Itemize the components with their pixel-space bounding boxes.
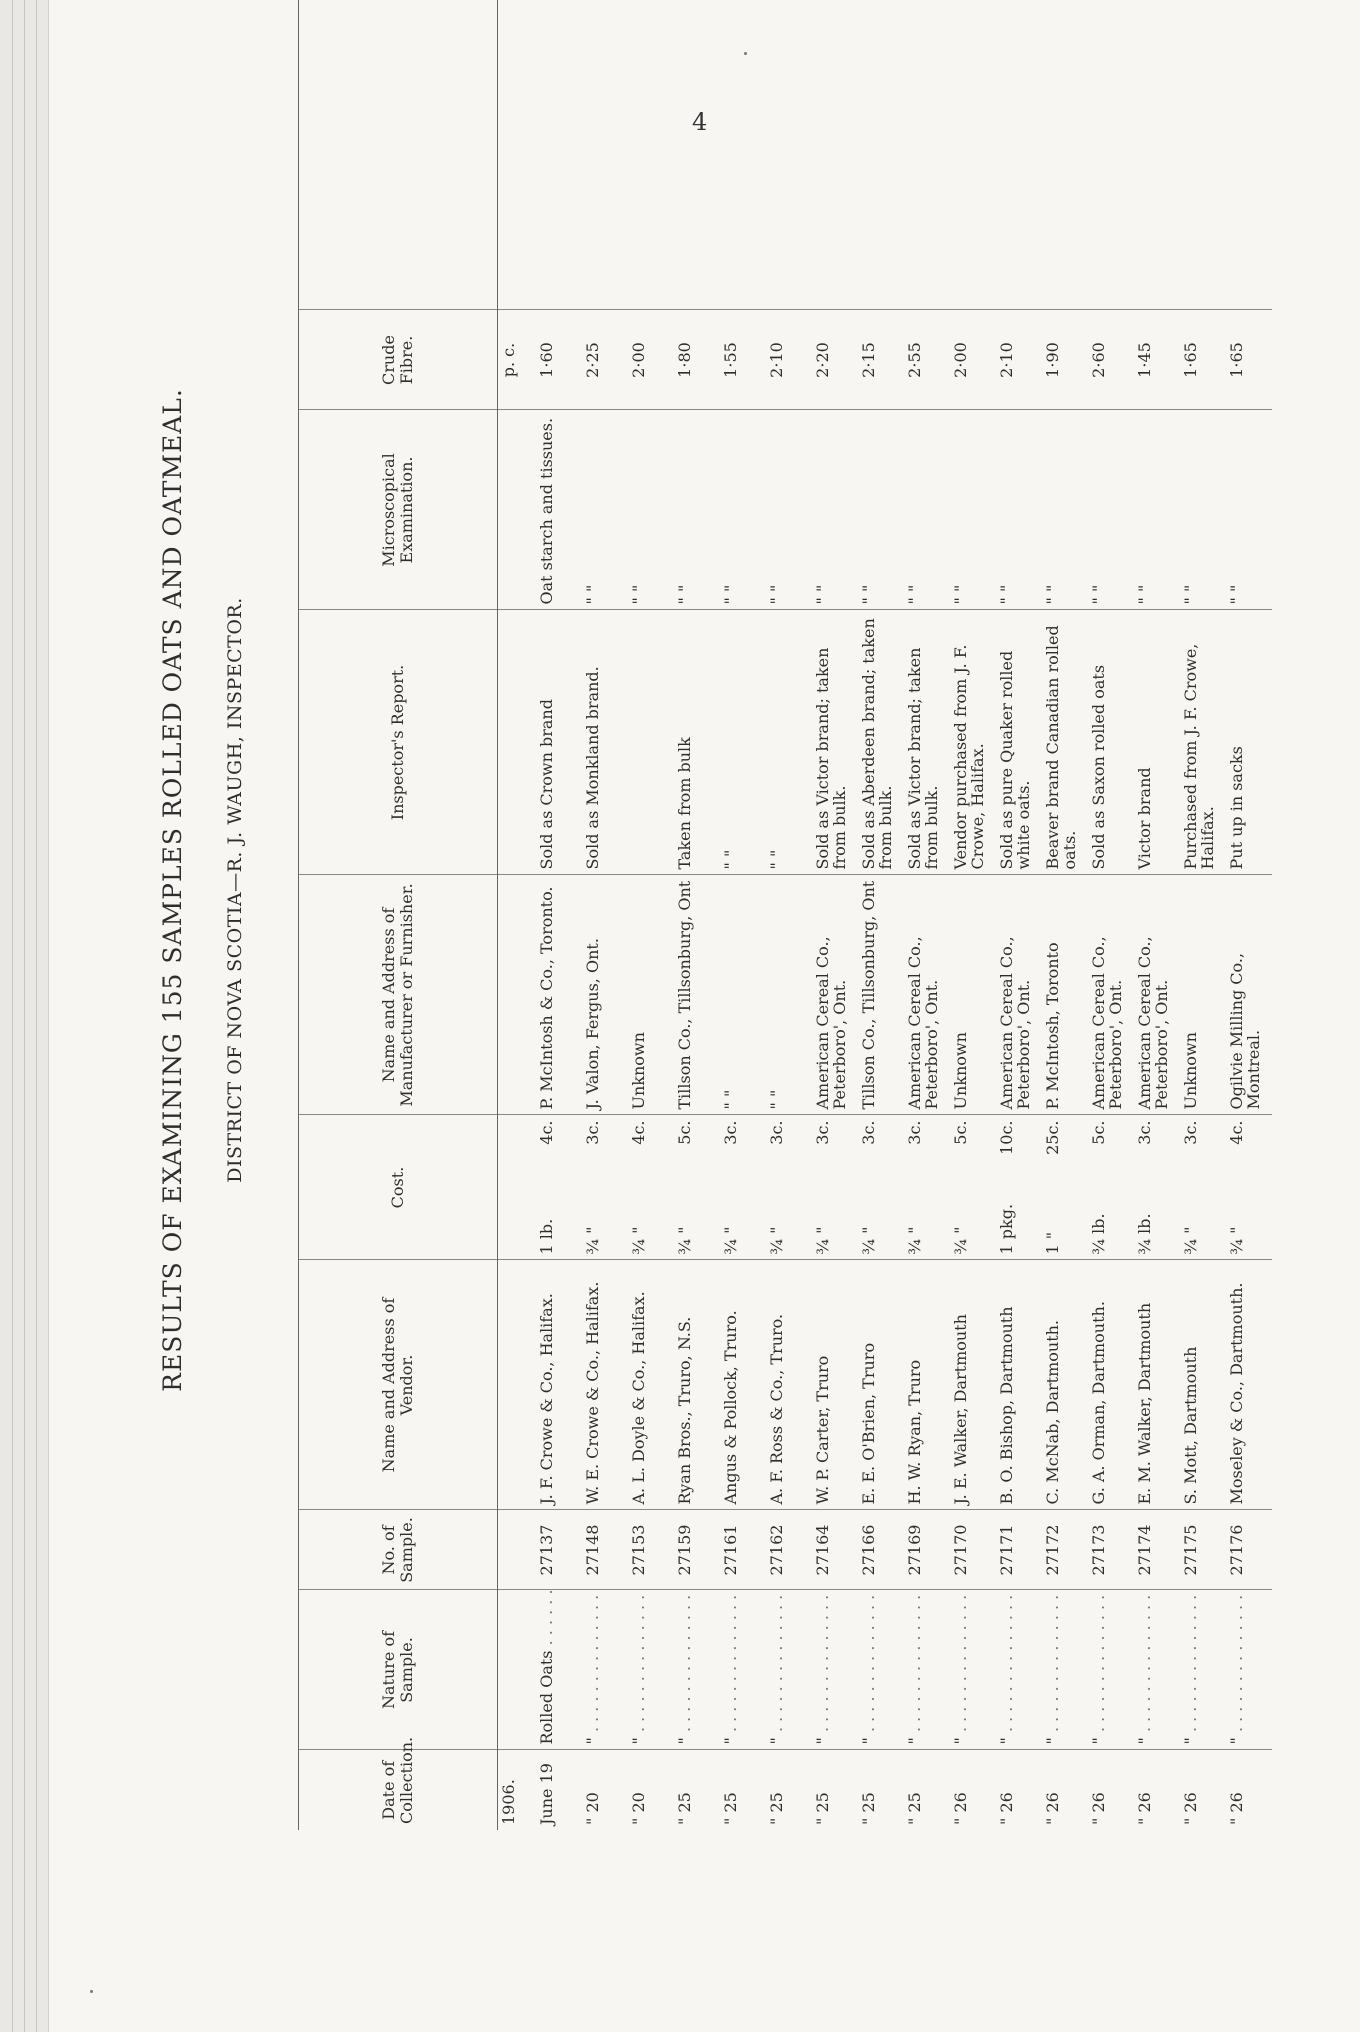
cell-microscopical: Oat starch and tissues. bbox=[536, 410, 582, 610]
cell-report bbox=[628, 610, 674, 875]
table-row bbox=[720, 0, 766, 1830]
cell-blank bbox=[674, 0, 720, 310]
header-nature: Nature of Sample. bbox=[299, 1590, 498, 1750]
cost-quantity: ¾ lb. bbox=[1135, 1213, 1154, 1255]
header-no: No. of Sample. bbox=[299, 1510, 498, 1590]
cell-nature: " . . . bbox=[628, 1590, 674, 1750]
cost-price: 4c. bbox=[537, 1120, 556, 1145]
cell-manufacturer: Unknown bbox=[1180, 875, 1226, 1115]
cell-sample-no: 27171 bbox=[996, 1510, 1042, 1590]
cell-microscopical: " " bbox=[1134, 410, 1180, 610]
cell-cost bbox=[1180, 1115, 1226, 1260]
cell-blank bbox=[1134, 0, 1180, 310]
cell-nature: " . . . bbox=[950, 1590, 996, 1750]
cost-quantity: ¾ " bbox=[767, 1226, 786, 1255]
cell-nature: " . . . bbox=[812, 1590, 858, 1750]
cell-date: " 25 bbox=[721, 1792, 740, 1825]
cell-report: Purchased from J. F. Crowe, Halifax. bbox=[1180, 610, 1226, 875]
cell-nature: " . . . bbox=[1226, 1590, 1272, 1750]
cell-report: Sold as Crown brand bbox=[536, 610, 582, 875]
cell-cost bbox=[1042, 1115, 1088, 1260]
cell-blank bbox=[1088, 0, 1134, 310]
cell-microscopical: " " bbox=[1088, 410, 1134, 610]
cell-sample-no: 27164 bbox=[812, 1510, 858, 1590]
cell-crude-fibre: 2·60 bbox=[1088, 310, 1134, 410]
cell-manufacturer: Unknown bbox=[628, 875, 674, 1115]
cell-manufacturer: Tillson Co., Tillsonburg, Ont bbox=[674, 875, 720, 1115]
cell-blank bbox=[1042, 0, 1088, 310]
cell-manufacturer: American Cereal Co., Peterboro', Ont. bbox=[1134, 875, 1180, 1115]
table-row bbox=[674, 0, 720, 1830]
cell-crude-fibre: 2·25 bbox=[582, 310, 628, 410]
cell-report: Sold as Saxon rolled oats bbox=[1088, 610, 1134, 875]
results-table bbox=[298, 0, 1272, 1830]
cost-quantity: ¾ " bbox=[1227, 1226, 1246, 1255]
cell-date: " 26 bbox=[997, 1792, 1016, 1825]
cell-date: " 26 bbox=[1181, 1792, 1200, 1825]
cell-microscopical: " " bbox=[1226, 410, 1272, 610]
cell-sample-no: 27173 bbox=[1088, 1510, 1134, 1590]
cell-sample-no: 27162 bbox=[766, 1510, 812, 1590]
cell-manufacturer: Unknown bbox=[950, 875, 996, 1115]
cell-vendor: E. E. O'Brien, Truro bbox=[858, 1260, 904, 1510]
cost-price: 4c. bbox=[629, 1120, 648, 1145]
table-row bbox=[536, 0, 582, 1830]
cell-microscopical: " " bbox=[996, 410, 1042, 610]
cell-report: Taken from bulk bbox=[674, 610, 720, 875]
cell-nature: " . . . bbox=[858, 1590, 904, 1750]
cell-nature: " . . . bbox=[904, 1590, 950, 1750]
cell-sample-no: 27175 bbox=[1180, 1510, 1226, 1590]
cell-nature: " . . . bbox=[766, 1590, 812, 1750]
cell-manufacturer: American Cereal Co., Peterboro', Ont. bbox=[996, 875, 1042, 1115]
cell-crude-fibre: 2·10 bbox=[996, 310, 1042, 410]
cost-quantity: ¾ lb. bbox=[1089, 1213, 1108, 1255]
cell-report: Sold as Monkland brand. bbox=[582, 610, 628, 875]
cost-quantity: ¾ " bbox=[583, 1226, 602, 1255]
cell-vendor: J. E. Walker, Dartmouth bbox=[950, 1260, 996, 1510]
cell-date: " 26 bbox=[1089, 1792, 1108, 1825]
cell-vendor: A. F. Ross & Co., Truro. bbox=[766, 1260, 812, 1510]
cell-cost bbox=[582, 1115, 628, 1260]
cell-crude-fibre: 1·65 bbox=[1226, 310, 1272, 410]
cell-report: Put up in sacks bbox=[1226, 610, 1272, 875]
cost-price: 4c. bbox=[1227, 1120, 1246, 1145]
cell-cost bbox=[766, 1115, 812, 1260]
cost-price: 25c. bbox=[1043, 1120, 1062, 1155]
cost-quantity: ¾ " bbox=[721, 1226, 740, 1255]
cell-cost bbox=[904, 1115, 950, 1260]
cell-manufacturer: American Cereal Co., Peterboro', Ont. bbox=[1088, 875, 1134, 1115]
cell-crude-fibre: 2·00 bbox=[628, 310, 674, 410]
cell-nature: " . . . bbox=[720, 1590, 766, 1750]
cost-price: 10c. bbox=[997, 1120, 1016, 1155]
cost-quantity: ¾ " bbox=[951, 1226, 970, 1255]
cell-vendor: B. O. Bishop, Dartmouth bbox=[996, 1260, 1042, 1510]
cell-date: " 25 bbox=[767, 1792, 786, 1825]
table-row bbox=[1042, 0, 1088, 1830]
cell-sample-no: 27172 bbox=[1042, 1510, 1088, 1590]
header-date: Date of Collection. bbox=[299, 1750, 498, 1830]
cell-blank bbox=[536, 0, 582, 310]
cell-manufacturer: P. McIntosh, Toronto bbox=[1042, 875, 1088, 1115]
cell-date: " 26 bbox=[1043, 1792, 1062, 1825]
cost-quantity: 1 " bbox=[1043, 1231, 1062, 1255]
cell-nature: " . . . bbox=[1042, 1590, 1088, 1750]
cell-microscopical: " " bbox=[582, 410, 628, 610]
table-row bbox=[858, 0, 904, 1830]
cell-blank bbox=[628, 0, 674, 310]
fibre-unit-cell: p. c. bbox=[498, 310, 537, 410]
cell-vendor: W. E. Crowe & Co., Halifax. bbox=[582, 1260, 628, 1510]
cell-vendor: Angus & Pollock, Truro. bbox=[720, 1260, 766, 1510]
cell-sample-no: 27176 bbox=[1226, 1510, 1272, 1590]
header-blank bbox=[299, 0, 498, 310]
header-manufacturer: Name and Address of Manufacturer or Furnisher. bbox=[299, 875, 498, 1115]
cell-date: " 26 bbox=[1135, 1792, 1154, 1825]
binding-edge bbox=[0, 0, 49, 2032]
header-row bbox=[299, 0, 498, 1830]
cell-date: June 19 bbox=[537, 1763, 556, 1825]
cell-microscopical: " " bbox=[766, 410, 812, 610]
cell-blank bbox=[1180, 0, 1226, 310]
cost-quantity: ¾ " bbox=[905, 1226, 924, 1255]
table-row bbox=[1226, 0, 1272, 1830]
cell-report: Beaver brand Canadian rolled oats. bbox=[1042, 610, 1088, 875]
cell-manufacturer: P. McIntosh & Co., Toronto. bbox=[536, 875, 582, 1115]
cost-price: 3c. bbox=[583, 1120, 602, 1145]
cell-vendor: C. McNab, Dartmouth. bbox=[1042, 1260, 1088, 1510]
cell-cost bbox=[536, 1115, 582, 1260]
cell-sample-no: 27153 bbox=[628, 1510, 674, 1590]
table-row bbox=[996, 0, 1042, 1830]
cell-sample-no: 27174 bbox=[1134, 1510, 1180, 1590]
cell-report: Sold as pure Quaker rolled white oats. bbox=[996, 610, 1042, 875]
cell-cost bbox=[720, 1115, 766, 1260]
cell-vendor: E. M. Walker, Dartmouth bbox=[1134, 1260, 1180, 1510]
cell-crude-fibre: 1·60 bbox=[536, 310, 582, 410]
cell-crude-fibre: 1·90 bbox=[1042, 310, 1088, 410]
cell-vendor: Moseley & Co., Dartmouth. bbox=[1226, 1260, 1272, 1510]
cost-quantity: ¾ " bbox=[813, 1226, 832, 1255]
cost-price: 3c. bbox=[1181, 1120, 1200, 1145]
cost-quantity: ¾ " bbox=[629, 1226, 648, 1255]
cell-sample-no: 27159 bbox=[674, 1510, 720, 1590]
cell-crude-fibre: 1·65 bbox=[1180, 310, 1226, 410]
cost-quantity: ¾ " bbox=[1181, 1226, 1200, 1255]
cost-price: 3c. bbox=[767, 1120, 786, 1145]
cell-date: " 20 bbox=[583, 1792, 602, 1825]
header-microscopical: Microscopical Examination. bbox=[299, 410, 498, 610]
cell-blank bbox=[950, 0, 996, 310]
cell-blank bbox=[766, 0, 812, 310]
table-row bbox=[766, 0, 812, 1830]
cell-sample-no: 27166 bbox=[858, 1510, 904, 1590]
cell-date: " 25 bbox=[905, 1792, 924, 1825]
cell-report: Victor brand bbox=[1134, 610, 1180, 875]
cell-blank bbox=[582, 0, 628, 310]
cell-report: Vendor purchased from J. F. Crowe, Halifax. bbox=[950, 610, 996, 875]
cell-date: " 26 bbox=[951, 1792, 970, 1825]
cell-manufacturer: Tillson Co., Tillsonburg, Ont bbox=[858, 875, 904, 1115]
cell-report: " " bbox=[720, 610, 766, 875]
cost-price: 3c. bbox=[721, 1120, 740, 1145]
cell-date: " 25 bbox=[675, 1792, 694, 1825]
table-row bbox=[950, 0, 996, 1830]
results-table-area bbox=[298, 0, 1272, 1830]
cell-manufacturer: " " bbox=[766, 875, 812, 1115]
cell-sample-no: 27137 bbox=[536, 1510, 582, 1590]
cell-crude-fibre: 1·80 bbox=[674, 310, 720, 410]
cell-manufacturer: J. Valon, Fergus, Ont. bbox=[582, 875, 628, 1115]
cell-date: " 25 bbox=[813, 1792, 832, 1825]
cost-price: 3c. bbox=[1135, 1120, 1154, 1145]
cell-blank bbox=[812, 0, 858, 310]
cell-blank bbox=[720, 0, 766, 310]
cell-microscopical: " " bbox=[950, 410, 996, 610]
cell-nature: Rolled Oats . . . bbox=[536, 1590, 582, 1750]
cell-microscopical: " " bbox=[1042, 410, 1088, 610]
cell-microscopical: " " bbox=[674, 410, 720, 610]
cell-microscopical: " " bbox=[720, 410, 766, 610]
cell-nature: " . . . bbox=[1088, 1590, 1134, 1750]
cost-price: 5c. bbox=[951, 1120, 970, 1145]
cell-blank bbox=[904, 0, 950, 310]
cost-price: 5c. bbox=[1089, 1120, 1108, 1145]
cell-microscopical: " " bbox=[904, 410, 950, 610]
cell-crude-fibre: 2·10 bbox=[766, 310, 812, 410]
cell-nature: " . . . bbox=[1134, 1590, 1180, 1750]
cell-vendor: W. P. Carter, Truro bbox=[812, 1260, 858, 1510]
header-cost: Cost. bbox=[299, 1115, 498, 1260]
cell-vendor: A. L. Doyle & Co., Halifax. bbox=[628, 1260, 674, 1510]
cell-crude-fibre: 2·00 bbox=[950, 310, 996, 410]
cell-crude-fibre: 2·55 bbox=[904, 310, 950, 410]
cell-crude-fibre: 1·55 bbox=[720, 310, 766, 410]
cell-crude-fibre: 2·20 bbox=[812, 310, 858, 410]
cell-cost bbox=[812, 1115, 858, 1260]
cost-quantity: 1 lb. bbox=[537, 1218, 556, 1255]
cell-sample-no: 27161 bbox=[720, 1510, 766, 1590]
cell-sample-no: 27169 bbox=[904, 1510, 950, 1590]
cell-cost bbox=[996, 1115, 1042, 1260]
year-row bbox=[498, 0, 537, 1830]
cost-quantity: 1 pkg. bbox=[997, 1203, 1016, 1255]
table-row bbox=[1180, 0, 1226, 1830]
cell-vendor: Ryan Bros., Truro, N.S. bbox=[674, 1260, 720, 1510]
cell-microscopical: " " bbox=[628, 410, 674, 610]
table-body bbox=[498, 0, 1273, 1830]
cell-sample-no: 27148 bbox=[582, 1510, 628, 1590]
table-row bbox=[904, 0, 950, 1830]
cell-report: Sold as Victor brand; taken from bulk. bbox=[904, 610, 950, 875]
cell-date: " 20 bbox=[629, 1792, 648, 1825]
cell-date: " 25 bbox=[859, 1792, 878, 1825]
cell-nature: " . . . bbox=[582, 1590, 628, 1750]
table-row bbox=[1134, 0, 1180, 1830]
cost-quantity: ¾ " bbox=[859, 1226, 878, 1255]
cell-nature: " . . . bbox=[1180, 1590, 1226, 1750]
cell-cost bbox=[1226, 1115, 1272, 1260]
cell-crude-fibre: 1·45 bbox=[1134, 310, 1180, 410]
cell-sample-no: 27170 bbox=[950, 1510, 996, 1590]
cell-manufacturer: Ogilvie Milling Co., Montreal. bbox=[1226, 875, 1272, 1115]
table-row bbox=[812, 0, 858, 1830]
rotated-table-page bbox=[158, 0, 1278, 1830]
cost-price: 3c. bbox=[905, 1120, 924, 1145]
cell-vendor: J. F. Crowe & Co., Halifax. bbox=[536, 1260, 582, 1510]
cell-nature: " . . . bbox=[996, 1590, 1042, 1750]
table-row bbox=[628, 0, 674, 1830]
cost-price: 5c. bbox=[675, 1120, 694, 1145]
cell-cost bbox=[950, 1115, 996, 1260]
cell-cost bbox=[674, 1115, 720, 1260]
cell-blank bbox=[858, 0, 904, 310]
cell-report: Sold as Victor brand; taken from bulk. bbox=[812, 610, 858, 875]
table-row bbox=[582, 0, 628, 1830]
speck bbox=[90, 1990, 93, 1993]
cell-manufacturer: American Cereal Co., Peterboro', Ont. bbox=[812, 875, 858, 1115]
cell-blank bbox=[996, 0, 1042, 310]
cell-vendor: S. Mott, Dartmouth bbox=[1180, 1260, 1226, 1510]
cell-cost bbox=[1088, 1115, 1134, 1260]
cost-quantity: ¾ " bbox=[675, 1226, 694, 1255]
cell-microscopical: " " bbox=[858, 410, 904, 610]
cell-cost bbox=[858, 1115, 904, 1260]
year-cell: 1906. bbox=[499, 1779, 518, 1825]
cell-report: Sold as Aberdeen brand; taken from bulk. bbox=[858, 610, 904, 875]
cell-manufacturer: American Cereal Co., Peterboro', Ont. bbox=[904, 875, 950, 1115]
cell-vendor: H. W. Ryan, Truro bbox=[904, 1260, 950, 1510]
header-vendor: Name and Address of Vendor. bbox=[299, 1260, 498, 1510]
cell-report: " " bbox=[766, 610, 812, 875]
cell-cost bbox=[628, 1115, 674, 1260]
page-title: RESULTS OF EXAMINING 155 SAMPLES ROLLED OATS AND OATMEAL. bbox=[158, 388, 187, 1392]
header-fibre: Crude Fibre. bbox=[299, 310, 498, 410]
cell-microscopical: " " bbox=[1180, 410, 1226, 610]
cell-date: " 26 bbox=[1227, 1792, 1246, 1825]
cost-price: 3c. bbox=[813, 1120, 832, 1145]
cell-cost bbox=[1134, 1115, 1180, 1260]
cell-blank bbox=[1226, 0, 1272, 310]
header-report: Inspector's Report. bbox=[299, 610, 498, 875]
page-number: 4 bbox=[692, 108, 708, 136]
cell-nature: " . . . bbox=[674, 1590, 720, 1750]
page-subtitle: DISTRICT OF NOVA SCOTIA—R. J. WAUGH, INSPECTOR. bbox=[224, 597, 246, 1183]
cell-vendor: G. A. Orman, Dartmouth. bbox=[1088, 1260, 1134, 1510]
cost-price: 3c. bbox=[859, 1120, 878, 1145]
table-row bbox=[1088, 0, 1134, 1830]
cell-manufacturer: " " bbox=[720, 875, 766, 1115]
cell-microscopical: " " bbox=[812, 410, 858, 610]
cell-crude-fibre: 2·15 bbox=[858, 310, 904, 410]
